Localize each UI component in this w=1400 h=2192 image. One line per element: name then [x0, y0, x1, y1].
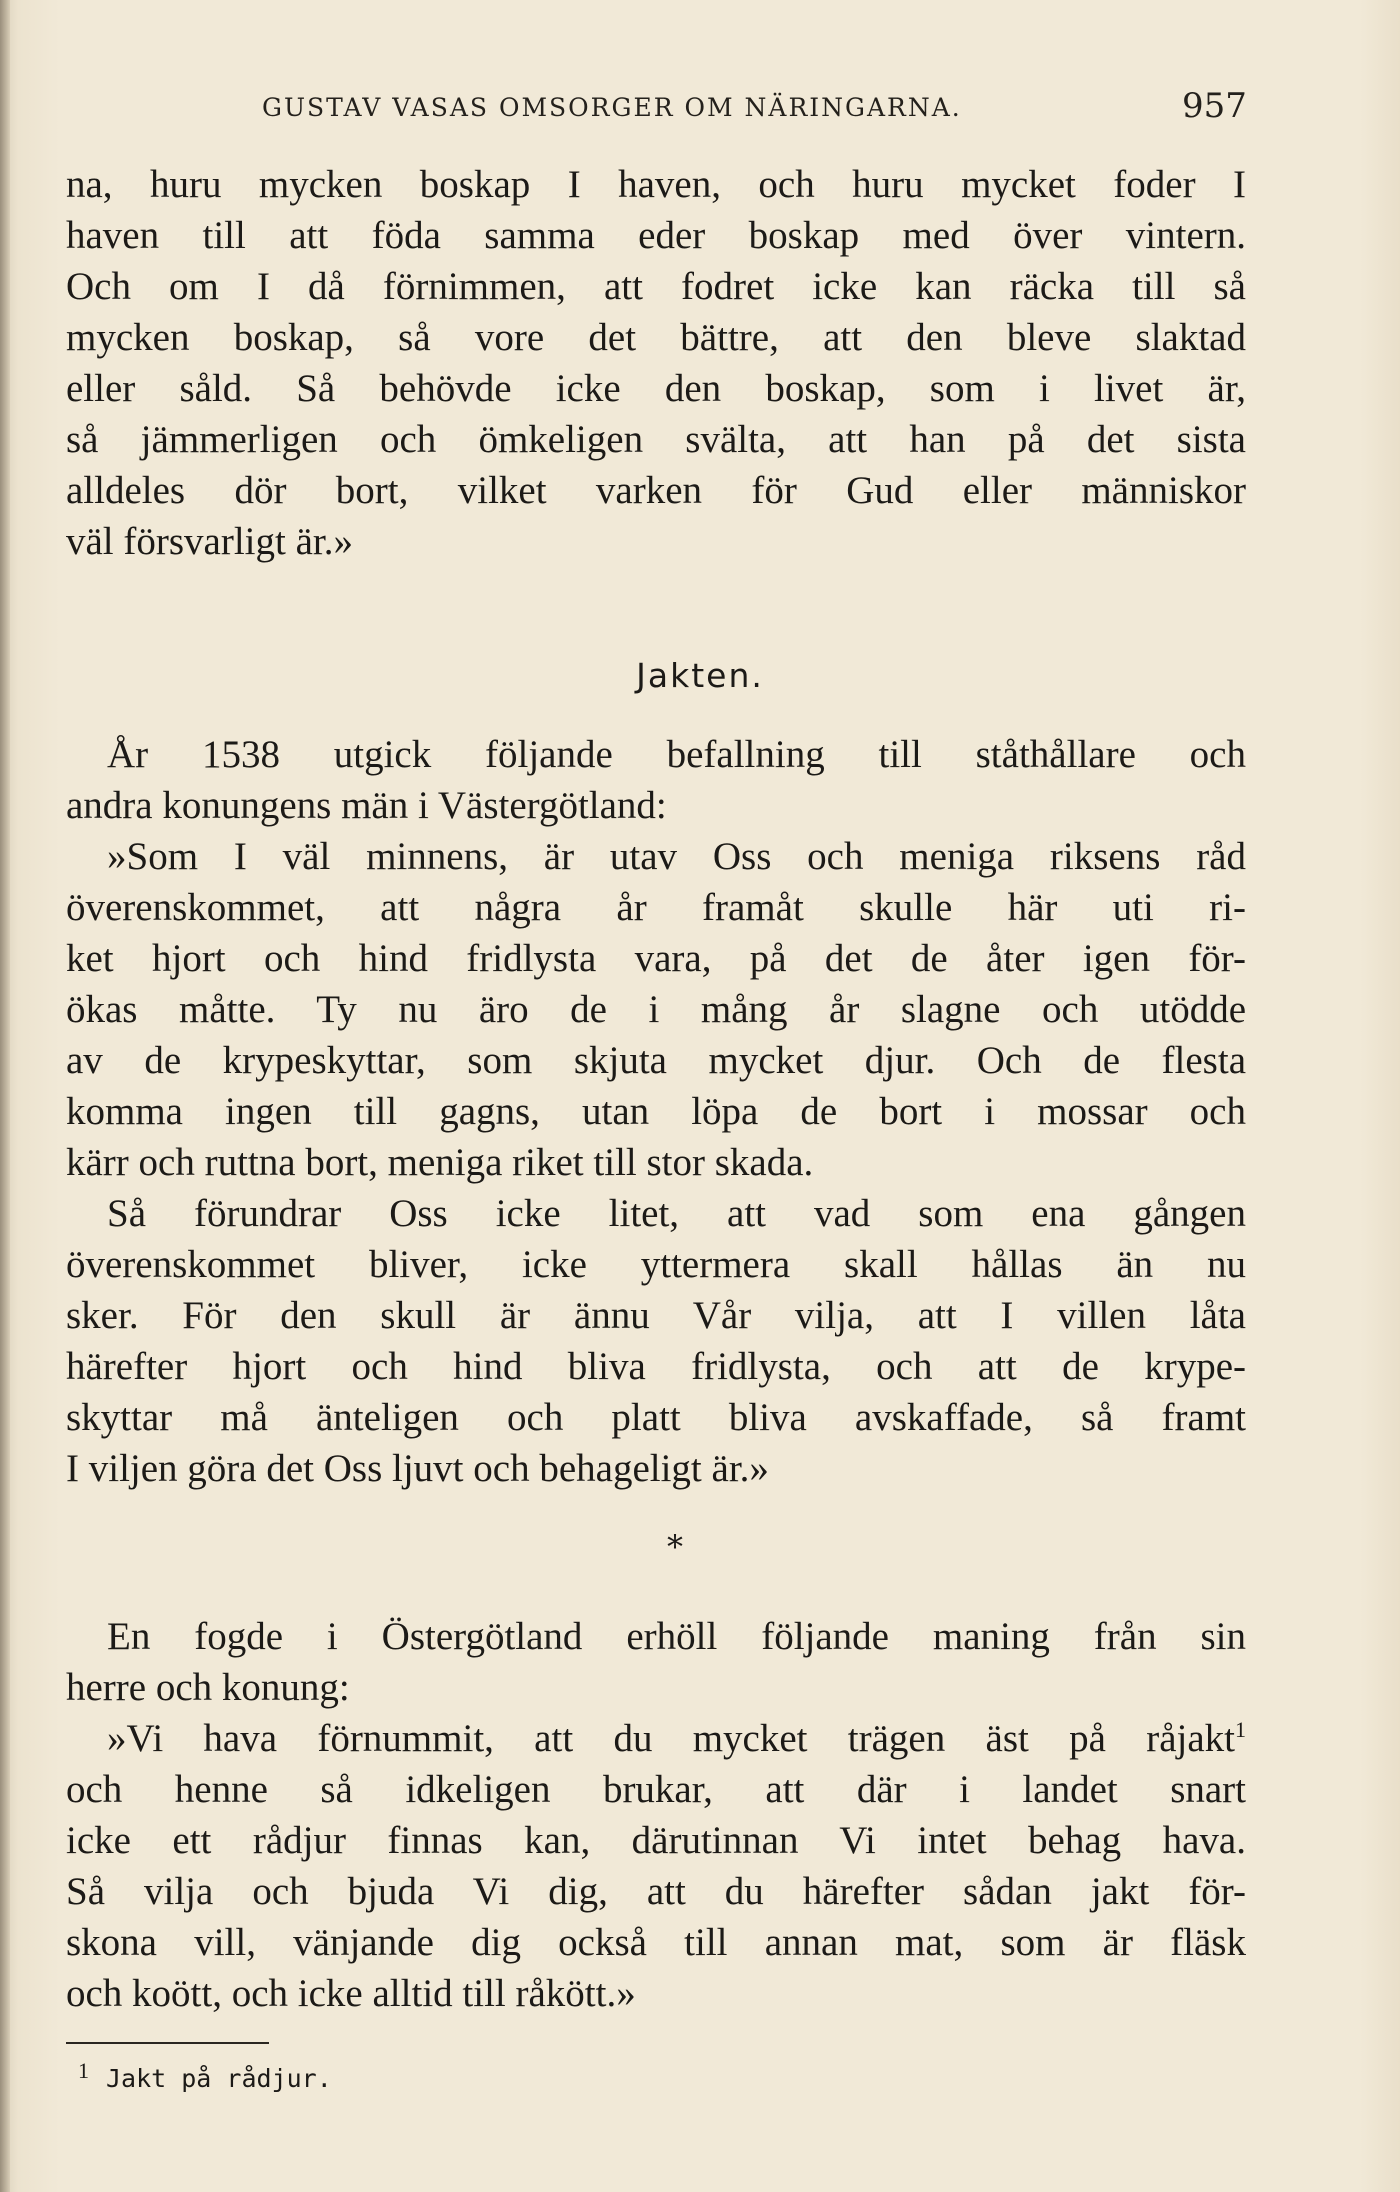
page-number: 957	[1182, 86, 1247, 126]
text-line: ket hjort och hind fridlysta vara, på det de åter igen för-	[66, 937, 1246, 980]
text-line: I viljen göra det Oss ljuvt och behageligt är.»	[66, 1447, 769, 1490]
text-line: väl försvarligt är.»	[66, 520, 353, 563]
text-line: skyttar må änteligen och platt bliva avskaffade, så framt	[66, 1396, 1246, 1439]
text-line: haven till att föda samma eder boskap med över vintern.	[66, 214, 1246, 257]
text-line: och koött, och icke alltid till råkött.»	[66, 1972, 636, 2015]
text-line: alldeles dör bort, vilket varken för Gud eller människor	[66, 469, 1246, 512]
footnote-rule	[66, 2042, 269, 2044]
text-line	[107, 1717, 1246, 1761]
text-line: av de krypeskyttar, som skjuta mycket djur. Och de flesta	[66, 1039, 1246, 1082]
text-line: och henne så idkeligen brukar, att där i landet snart	[66, 1768, 1246, 1811]
text-line: kärr och ruttna bort, meniga riket till stor skada.	[66, 1141, 814, 1184]
text-line: komma ingen till gagns, utan löpa de bort i mossar och	[66, 1090, 1246, 1133]
text-line: mycken boskap, så vore det bättre, att den bleve slaktad	[66, 316, 1246, 359]
text-line: icke ett rådjur finnas kan, därutinnan Vi intet behag hava.	[66, 1819, 1246, 1862]
text-line: »Som I väl minnens, är utav Oss och meniga riksens råd	[107, 835, 1246, 878]
text-line: Och om I då förnimmen, att fodret icke kan räcka till så	[66, 265, 1246, 308]
text-line: överenskommet, att några år framåt skulle här uti ri-	[66, 886, 1246, 929]
text-line: herre och konung:	[66, 1666, 350, 1709]
footnote-text: Jakt på rådjur.	[106, 2064, 332, 2093]
footnote	[78, 2058, 332, 2093]
footnote-mark: 1	[78, 2058, 89, 2083]
text-line: härefter hjort och hind bliva fridlysta, och att de krype-	[66, 1345, 1246, 1388]
section-heading: Jakten.	[636, 656, 764, 695]
text-line: na, huru mycken boskap I haven, och huru mycket foder I	[66, 163, 1246, 206]
text-line: ökas måtte. Ty nu äro de i mång år slagne och utödde	[66, 988, 1246, 1031]
text-line-body: »Vi hava förnummit, att du mycket trägen äst på råjakt	[107, 1717, 1235, 1760]
text-line: En fogde i Östergötland erhöll följande maning från sin	[107, 1615, 1246, 1658]
text-line: År 1538 utgick följande befallning till ståthållare och	[107, 733, 1246, 776]
text-line: överenskommet bliver, icke yttermera skall hållas än nu	[66, 1243, 1246, 1286]
page-gutter	[0, 0, 10, 2192]
text-line: så jämmerligen och ömkeligen svälta, att han på det sista	[66, 418, 1246, 461]
text-line: eller såld. Så behövde icke den boskap, som i livet är,	[66, 367, 1246, 410]
text-line: andra konungens män i Västergötland:	[66, 784, 667, 827]
running-title: GUSTAV VASAS OMSORGER OM NÄRINGARNA.	[262, 93, 962, 122]
text-line: Så förundrar Oss icke litet, att vad som ena gången	[107, 1192, 1246, 1235]
text-line: skona vill, vänjande dig också till annan mat, som är fläsk	[66, 1921, 1246, 1964]
section-separator: *	[667, 1528, 683, 1566]
text-line: sker. För den skull är ännu Vår vilja, att I villen låta	[66, 1294, 1246, 1337]
text-line: Så vilja och bjuda Vi dig, att du härefter sådan jakt för-	[66, 1870, 1246, 1913]
footnote-reference: 1	[1235, 1717, 1246, 1742]
